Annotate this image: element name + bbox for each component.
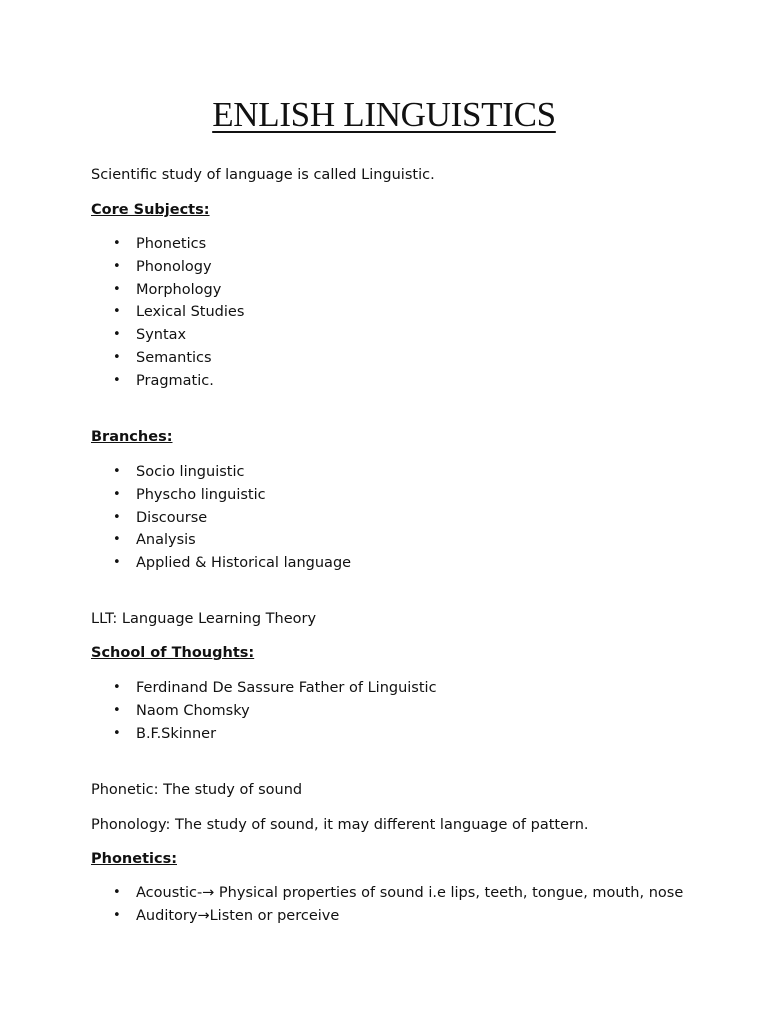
list-item: • B.F.Skinner	[91, 723, 437, 746]
bullet-icon: •	[113, 464, 121, 479]
intro-text: Scientific study of language is called Linguistic.	[91, 167, 435, 183]
bullet-icon: •	[113, 258, 121, 274]
document-title: ENLISH LINGUISTICS	[212, 95, 556, 134]
school-of-thoughts-heading: School of Thoughts:	[91, 645, 255, 661]
list-item: • Acoustic-→ Physical properties of sound i.e lips, teeth, tongue, mouth, nose	[91, 882, 683, 905]
list-item: • Ferdinand De Sassure Father of Linguistic	[91, 677, 437, 700]
bullet-icon: •	[113, 372, 121, 388]
branches-list	[91, 461, 351, 575]
bullet-icon: •	[113, 304, 121, 320]
list-item: • Physcho linguistic	[91, 484, 351, 507]
list-item: • Naom Chomsky	[91, 700, 437, 723]
school-of-thoughts-list	[91, 677, 437, 745]
bullet-icon: •	[113, 725, 121, 741]
bullet-icon: •	[113, 555, 121, 571]
list-item: • Semantics	[91, 347, 244, 370]
list-item: • Applied & Historical language	[91, 552, 351, 575]
phonetics-heading: Phonetics:	[91, 851, 177, 867]
bullet-icon: •	[113, 327, 121, 343]
list-item: • Discourse	[91, 507, 351, 530]
bullet-icon: •	[113, 885, 121, 900]
core-subjects-heading: Core Subjects:	[91, 202, 210, 218]
llt-text: LLT: Language Learning Theory	[91, 611, 317, 627]
phonetic-definition: Phonetic: The study of sound	[91, 782, 303, 798]
list-item: • Socio linguistic	[91, 461, 351, 484]
bullet-icon: •	[113, 349, 121, 365]
list-item: • Analysis	[91, 529, 351, 552]
list-item: • Pragmatic.	[91, 370, 244, 393]
bullet-icon: •	[113, 281, 121, 297]
phonology-definition: Phonology: The study of sound, it may different language of pattern.	[91, 817, 589, 833]
branches-heading: Branches:	[91, 429, 173, 445]
list-item: • Phonetics	[91, 233, 244, 256]
list-item: • Auditory→Listen or perceive	[91, 905, 683, 928]
list-item: • Lexical Studies	[91, 301, 244, 324]
bullet-icon: •	[113, 680, 121, 695]
list-item: • Syntax	[91, 324, 244, 347]
phonetics-list	[91, 882, 683, 928]
bullet-icon: •	[113, 236, 121, 251]
bullet-icon: •	[113, 702, 121, 718]
list-item: • Phonology	[91, 256, 244, 279]
bullet-icon: •	[113, 532, 121, 548]
core-subjects-list	[91, 233, 244, 393]
bullet-icon: •	[113, 486, 121, 502]
bullet-icon: •	[113, 509, 121, 525]
list-item: • Morphology	[91, 279, 244, 302]
bullet-icon: •	[113, 907, 121, 923]
